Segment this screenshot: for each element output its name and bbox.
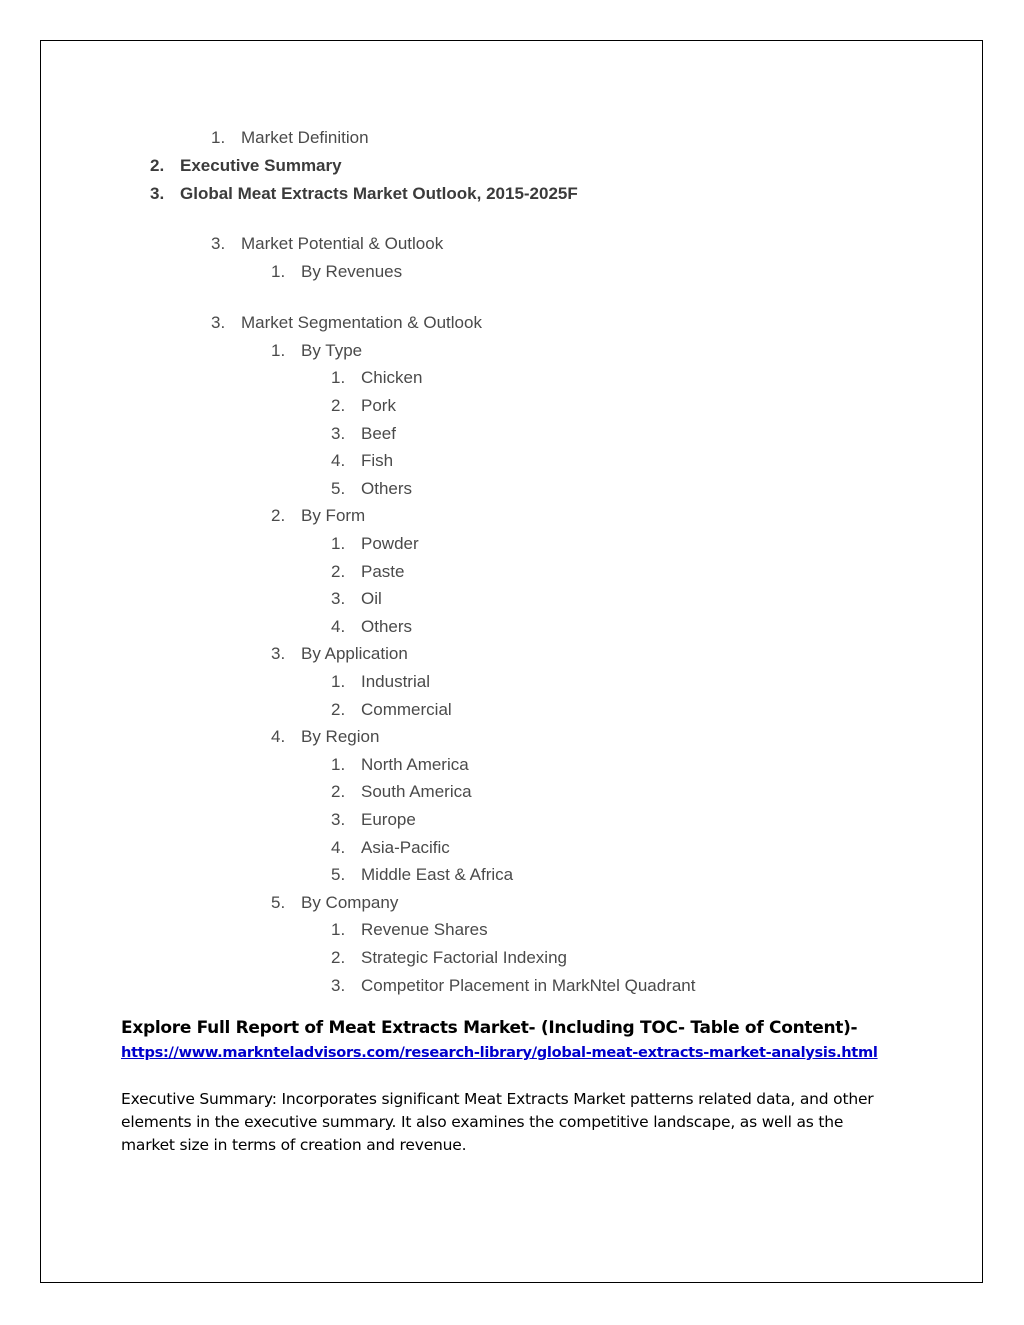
toc-item-label: By Company bbox=[301, 893, 399, 912]
toc-item-label: South America bbox=[361, 782, 472, 801]
toc-item-label: Beef bbox=[361, 424, 396, 443]
toc-item bbox=[331, 368, 422, 388]
toc-item-label: Pork bbox=[361, 396, 396, 415]
toc-item bbox=[150, 184, 578, 204]
toc-item-number: 2. bbox=[150, 156, 165, 175]
toc-item bbox=[331, 534, 419, 554]
toc-item bbox=[331, 617, 412, 637]
toc-item-label: Executive Summary bbox=[180, 156, 342, 175]
toc-item-label: Competitor Placement in MarkNtel Quadrant bbox=[361, 976, 696, 995]
toc-item bbox=[331, 782, 472, 802]
toc-item bbox=[331, 976, 695, 996]
toc-item-number: 2. bbox=[331, 396, 346, 415]
toc-item bbox=[331, 755, 469, 775]
toc-item bbox=[271, 727, 379, 747]
toc-item-label: Industrial bbox=[361, 672, 430, 691]
toc-item-label: Global Meat Extracts Market Outlook, 2015-2025F bbox=[180, 184, 578, 203]
toc-item-label: By Type bbox=[301, 341, 363, 360]
toc-item-number: 3. bbox=[211, 313, 226, 332]
toc-item-label: By Form bbox=[301, 506, 366, 525]
toc-item-number: 1. bbox=[331, 920, 346, 939]
toc-item-number: 2. bbox=[271, 506, 286, 525]
toc-item bbox=[331, 589, 382, 609]
toc-item-number: 3. bbox=[150, 184, 165, 203]
toc-item-label: Middle East & Africa bbox=[361, 865, 514, 884]
toc-item-number: 3. bbox=[331, 589, 346, 608]
toc-item bbox=[211, 234, 443, 254]
toc-item-label: Strategic Factorial Indexing bbox=[361, 948, 567, 967]
toc-item bbox=[271, 644, 408, 664]
toc-item-number: 4. bbox=[331, 838, 346, 857]
toc-item bbox=[271, 506, 365, 526]
toc-item-number: 3. bbox=[331, 810, 346, 829]
toc-item-label: Market Potential & Outlook bbox=[241, 234, 444, 253]
toc-item bbox=[271, 341, 362, 361]
toc-item-number: 1. bbox=[331, 672, 346, 691]
toc-item-label: By Region bbox=[301, 727, 380, 746]
toc-item bbox=[271, 893, 398, 913]
toc-item-number: 3. bbox=[331, 424, 346, 443]
toc-item bbox=[331, 838, 450, 858]
toc-item-number: 2. bbox=[331, 562, 346, 581]
toc-item-label: Fish bbox=[361, 451, 394, 470]
toc-item bbox=[331, 700, 452, 720]
toc-item-label: Oil bbox=[361, 589, 382, 608]
toc-item-number: 1. bbox=[331, 755, 346, 774]
toc-item-label: Asia-Pacific bbox=[361, 838, 450, 857]
toc-item-number: 1. bbox=[211, 128, 226, 147]
toc-item-label: By Revenues bbox=[301, 262, 403, 281]
toc-item-number: 5. bbox=[331, 865, 346, 884]
toc-item-number: 5. bbox=[271, 893, 286, 912]
toc-item bbox=[331, 865, 513, 885]
toc-item-number: 4. bbox=[331, 451, 346, 470]
toc-item-number: 1. bbox=[331, 368, 346, 387]
toc-item-label: Paste bbox=[361, 562, 405, 581]
toc-item-number: 4. bbox=[271, 727, 286, 746]
toc-item-number: 1. bbox=[271, 262, 286, 281]
toc-item-label: Revenue Shares bbox=[361, 920, 488, 939]
toc-item bbox=[331, 672, 430, 692]
toc-item-label: Chicken bbox=[361, 368, 423, 387]
toc-item-number: 2. bbox=[331, 948, 346, 967]
toc-item-number: 3. bbox=[271, 644, 286, 663]
toc-item bbox=[331, 451, 393, 471]
toc-item-label: Others bbox=[361, 479, 413, 498]
toc-item bbox=[331, 424, 396, 444]
toc-item-number: 2. bbox=[331, 700, 346, 719]
toc-item-number: 1. bbox=[271, 341, 286, 360]
toc-item bbox=[211, 128, 369, 148]
toc-item-number: 5. bbox=[331, 479, 346, 498]
toc-item bbox=[331, 810, 416, 830]
toc-item-number: 1. bbox=[331, 534, 346, 553]
toc-item bbox=[271, 262, 402, 282]
toc-item bbox=[331, 396, 396, 416]
toc-item-number: 2. bbox=[331, 782, 346, 801]
toc-item-number: 3. bbox=[331, 976, 346, 995]
toc-item bbox=[150, 156, 342, 176]
toc-item-label: Europe bbox=[361, 810, 416, 829]
toc-item-number: 3. bbox=[211, 234, 226, 253]
toc-item-label: North America bbox=[361, 755, 469, 774]
toc-item bbox=[331, 562, 404, 582]
executive-summary-paragraph: Executive Summary: Incorporates significant Meat Extracts Market patterns related data, and other elements in the executive summary. It also examines the competitive landscape, as well as the market size in terms of creation and revenue. bbox=[121, 1090, 874, 1154]
toc-item-label: Powder bbox=[361, 534, 419, 553]
toc-item bbox=[331, 479, 412, 499]
report-heading: Explore Full Report of Meat Extracts Market- (Including TOC- Table of Content)- bbox=[121, 1018, 858, 1038]
toc-item-label: Others bbox=[361, 617, 413, 636]
report-link[interactable]: https://www.marknteladvisors.com/research-library/global-meat-extracts-market-analysis.html bbox=[121, 1044, 878, 1061]
toc-item bbox=[211, 313, 482, 333]
toc-item bbox=[331, 920, 488, 940]
toc-item-label: Commercial bbox=[361, 700, 452, 719]
toc-item-label: By Application bbox=[301, 644, 408, 663]
toc-item-label: Market Definition bbox=[241, 128, 369, 147]
toc-item bbox=[331, 948, 567, 968]
toc-item-number: 4. bbox=[331, 617, 346, 636]
toc-item-label: Market Segmentation & Outlook bbox=[241, 313, 482, 332]
